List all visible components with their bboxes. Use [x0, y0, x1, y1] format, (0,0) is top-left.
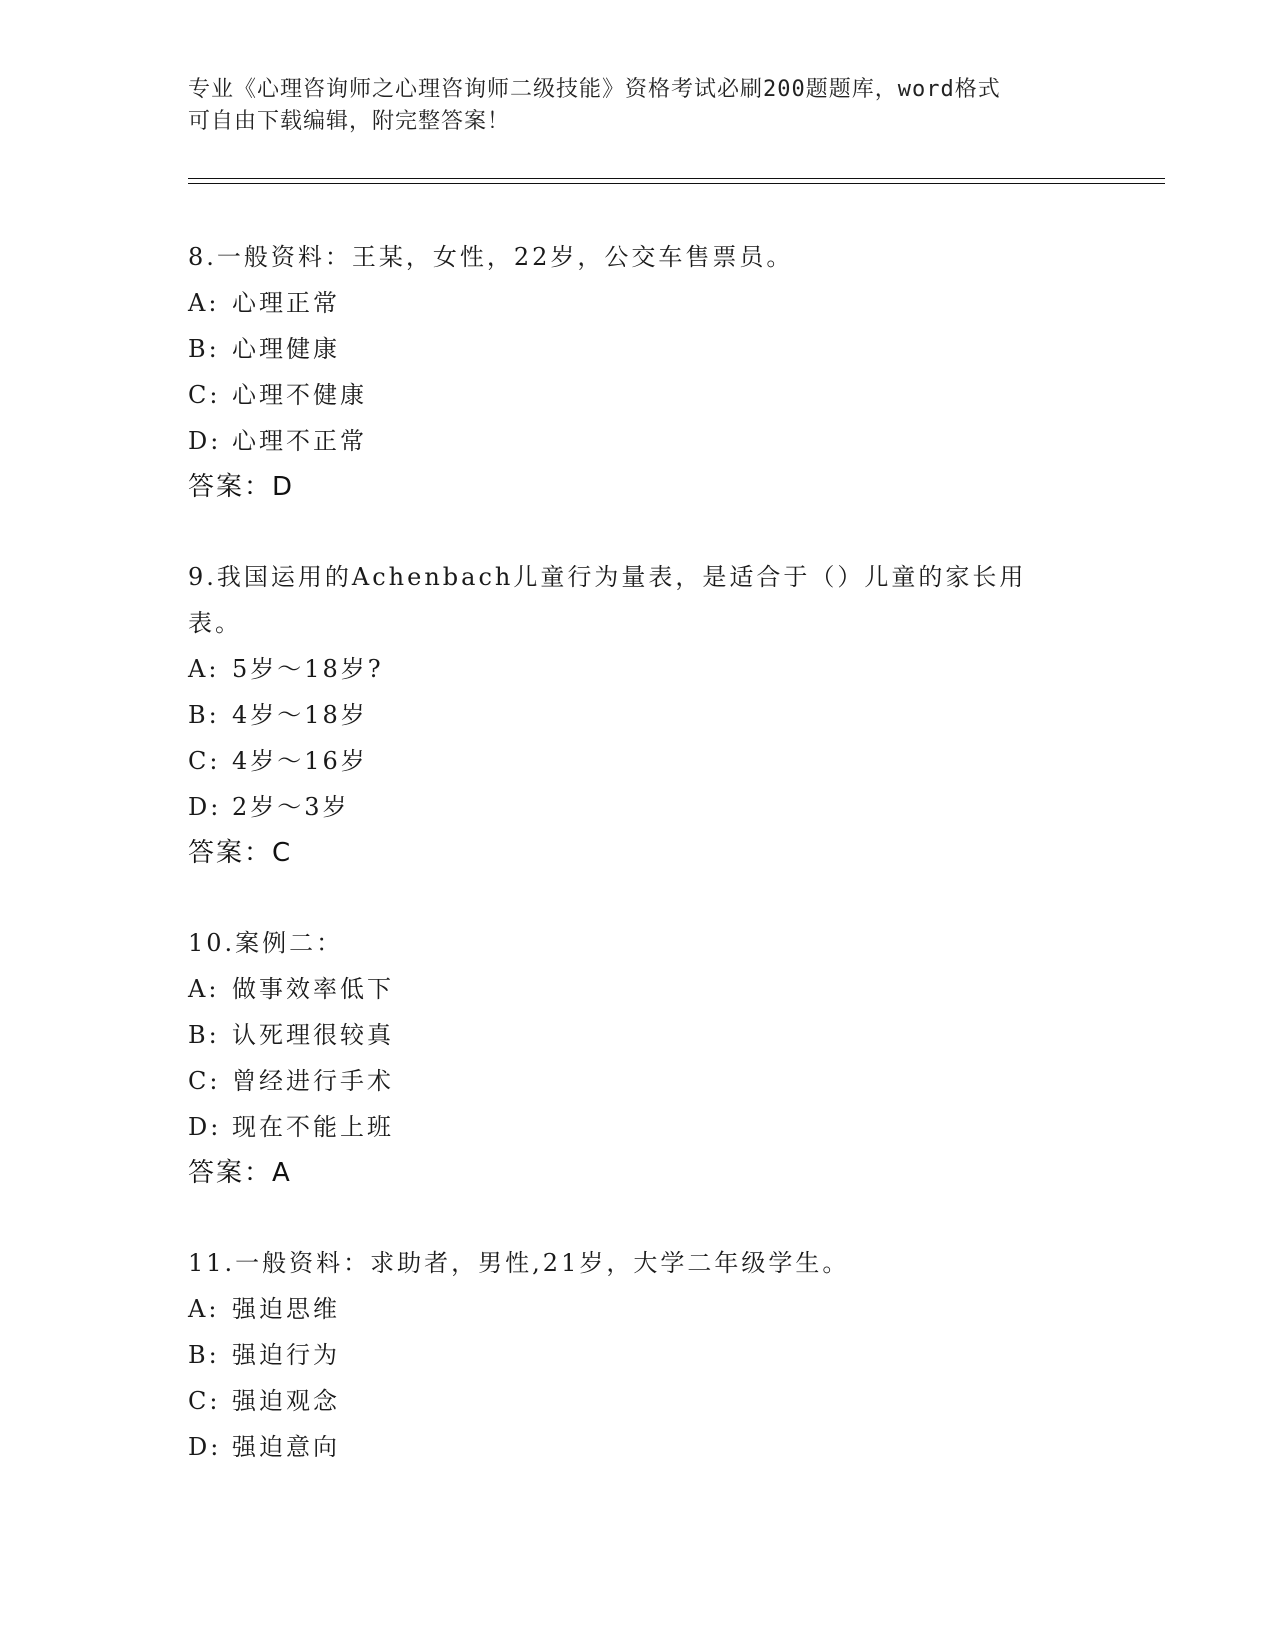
- option-d: [188, 784, 1088, 830]
- option-a: [188, 966, 1088, 1012]
- option-text: 曾经进行手术: [232, 1067, 394, 1095]
- option-b: [188, 692, 1088, 738]
- option-text: 4岁～16岁: [232, 747, 368, 775]
- option-a: [188, 1286, 1088, 1332]
- option-text: 强迫意向: [232, 1433, 340, 1461]
- answer-line: 答案：A: [188, 1158, 292, 1188]
- option-letter: D:: [188, 427, 222, 455]
- option-text: 现在不能上班: [232, 1113, 394, 1141]
- option-d: [188, 1104, 1088, 1150]
- question-9: [188, 554, 1088, 876]
- option-letter: A:: [188, 1295, 220, 1323]
- option-a: [188, 646, 1088, 692]
- option-b: [188, 1012, 1088, 1058]
- option-letter: B:: [188, 1021, 220, 1049]
- option-letter: C:: [188, 1387, 221, 1415]
- option-letter: D:: [188, 793, 222, 821]
- option-text: 强迫思维: [232, 1295, 340, 1323]
- option-text: 心理不正常: [232, 427, 367, 455]
- answer-line: 答案：D: [188, 472, 295, 502]
- option-d: [188, 1424, 1088, 1470]
- option-letter: C:: [188, 747, 221, 775]
- header-line-2: 可自由下载编辑，附完整答案！: [188, 109, 511, 134]
- header-line-1: 专业《心理咨询师之心理咨询师二级技能》资格考试必刷200题题库，word格式: [188, 77, 1001, 102]
- option-b: [188, 1332, 1088, 1378]
- option-c: [188, 1058, 1088, 1104]
- answer-line: 答案：C: [188, 838, 293, 868]
- option-text: 5岁～18岁?: [232, 655, 384, 683]
- option-letter: A:: [188, 289, 220, 317]
- option-a: [188, 280, 1088, 326]
- option-text: 强迫行为: [232, 1341, 340, 1369]
- option-text: 心理健康: [232, 335, 340, 363]
- option-letter: B:: [188, 701, 220, 729]
- question-11: [188, 1240, 1088, 1470]
- question-10: [188, 920, 1088, 1196]
- option-text: 心理正常: [232, 289, 340, 317]
- option-letter: D:: [188, 1113, 222, 1141]
- question-title: 11.一般资料：求助者，男性,21岁，大学二年级学生。: [188, 1249, 850, 1277]
- option-letter: D:: [188, 1433, 222, 1461]
- option-c: [188, 1378, 1088, 1424]
- option-letter: B:: [188, 1341, 220, 1369]
- option-c: [188, 738, 1088, 784]
- option-b: [188, 326, 1088, 372]
- question-8: [188, 234, 1088, 510]
- option-text: 心理不健康: [232, 381, 367, 409]
- option-c: [188, 372, 1088, 418]
- question-title: 9.我国运用的Achenbach儿童行为量表，是适合于（）儿童的家长用表。: [188, 563, 1027, 637]
- option-text: 2岁～3岁: [232, 793, 350, 821]
- question-title: 10.案例二：: [188, 929, 344, 957]
- question-list: [188, 234, 1088, 1514]
- option-letter: C:: [188, 381, 221, 409]
- question-title: 8.一般资料：王某，女性，22岁，公交车售票员。: [188, 243, 794, 271]
- header-divider-top: [188, 178, 1165, 179]
- option-letter: A:: [188, 655, 220, 683]
- option-text: 认死理很较真: [232, 1021, 394, 1049]
- option-text: 做事效率低下: [232, 975, 394, 1003]
- option-d: [188, 418, 1088, 464]
- option-letter: B:: [188, 335, 220, 363]
- option-letter: C:: [188, 1067, 221, 1095]
- option-text: 4岁～18岁: [232, 701, 368, 729]
- header-divider-bottom: [188, 183, 1165, 184]
- document-header: [188, 74, 1088, 138]
- option-text: 强迫观念: [232, 1387, 340, 1415]
- option-letter: A:: [188, 975, 220, 1003]
